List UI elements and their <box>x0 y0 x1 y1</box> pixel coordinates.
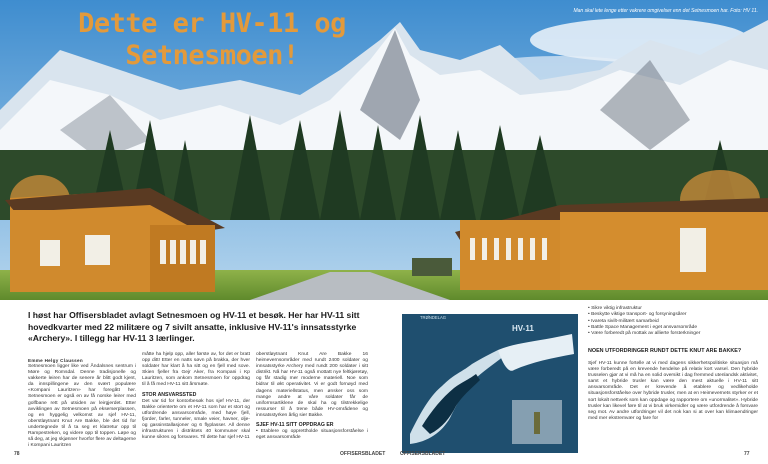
map-region-label: TRØNDELAG <box>420 315 447 320</box>
bullet-item: • Battle Space Management i eget ansvarsområde <box>588 324 698 330</box>
district-map <box>402 314 578 453</box>
lead-paragraph: I høst har Offisersbladet avlagt Setnesmoen og HV-11 et besøk. Her har HV-11 sitt hovedkvarter med 22 militære og 7 sivilt ansatte, inklusive HV-11's innsatsstyrke «Archery». I tillegg har HV-11 3 lærlinger. <box>28 310 360 343</box>
bullet-item: • Ivareta sivilt-militært samarbeid <box>588 318 659 324</box>
body-column-3 <box>256 352 368 444</box>
bullet-item: • Være forberedt på mottak av allierte forsterkninger <box>588 331 701 337</box>
body-column-1 <box>28 364 136 452</box>
bullet-item: • Beskytte viktige transport- og forsyningsårer <box>588 312 687 318</box>
section-heading: NOEN UTFORDRINGER RUNDT DETTE KNUT ARE BAKKE? <box>588 348 742 354</box>
map-title: HV-11 <box>512 324 534 333</box>
map-graphic <box>402 314 578 453</box>
article-title: Dette er HV-11 og Setnesmoen! <box>78 8 346 71</box>
bullet-item: • Sikre viktig infrastruktur <box>588 306 642 311</box>
body-text: Det var tid for kontorbesøk hos sjef HV-11, der Bakke orienterte om et HV-11 som har et stort og utfordrende ansvarsområde, med høye fjell, fjorder, farler, tunneler, smale veier, havner, olje- og gassinstallasjoner og 6 flyplasser. All denne infrastrukturen i distriktets 40 kommuner skal kunne sikres og forsvares. Til dette har sjef HV-11 <box>142 398 250 441</box>
magazine-name-right: OFFISERSBLADET <box>400 451 446 457</box>
mission-bullets <box>588 306 756 337</box>
magazine-name-left: OFFISERSBLADET <box>340 451 386 457</box>
body-text: • Etablere og opprettholde situasjonsforståelse i eget ansvarsområde <box>256 429 368 441</box>
body-text: måtte ha hjelp opp, aller første av, for det er bratt opp ditt! Etter en natts søvn på brakka, der hver soldater har klart å ha sitt og en fjell med sove. Skien fjeller fra Gejr Aker, fra Kompani i Kp Lauritzen, som ankom Setnesmoen for oppdrag til å få med HV-11 sitt årsmøte. <box>142 352 250 388</box>
body-text: Sjef HV-11 kunne fortelle at vi med dagens sikkerhetspolitiske situasjon må være forberedt på en krevende hendelse på relativ kort varsel. Den hybride trusselen gjør at vi må ha en solid oversikt i dag fremmed utenlandsk aktivitet, samt et hybride trusler kan være den mest aktuelle i HV-11 sitt ansvarsområde. Det er krevende å etablere og vedlikeholde situasjonsforståelse over hybride trusler, men at en Heimevernets styrker er et sort lokalt nettverk som kan oppdage og rapportere om «unormalitet». Hybride trusler kan likevel føre til at vi bruk virkemidler og være utfordrende å forsvare seg mot. Av andre utfordringer vil det nok kan si at over kan klimaendringer med mer ekstremvær og fare for <box>588 361 758 421</box>
body-text: Setnesmoen ligger like ved Åndalsnes sentrum i Møre og Romsdal. Denne tradisjonelle og vakkerte leiren har de senere år blitt godt kjent, da innspillingene av den svært populære «Kompani Lauritzen» har foregått her. Setnesmoen er også en av få norske leirer med golfbane rett på utsiden av leirgjerdet. Etter avviklingen av Setnesmoen på ekserserplassen, og en hyggelig velkomst av sjef HV-11, oberstløytnant Knut Are Bakke, ble det tid for undertegnede til å ta seg et klatretur opp til Rampestreken, og videre opp til toppen. Løpe og så deg, at jeg skjønner hvorfor flere av deltagerne i Kompani Lauritzen <box>28 364 136 449</box>
byline: Emme Helgy Claussen <box>28 358 83 363</box>
body-column-2 <box>142 352 250 444</box>
section-heading: SJEF HV-11 SITT OPPDRAG ER <box>256 422 334 429</box>
page-number-right: 77 <box>744 451 750 457</box>
page-number-left: 78 <box>14 451 20 457</box>
photo-caption: Man skal lete lenge etter vakrere omgivelser enn det Setnesmoen har. Foto: HV 11. <box>573 8 758 14</box>
body-text: oberstløytnant Knut Are Bakke 16 heimevernsområder med rundt 2400 soldater og innsatsstyrke Archery med rundt 200 soldater i sitt distrikt. Nå har HV-11 også mottatt nye feltkjøretøy, og får stadig mer moderne materiell. Noe som bidrar til økt operativitet. Vi er godt fornøyd med dagens materiellstatus, men ønsker oss som mange andre at våre soldater får de uniformsartiklene de skal ha og tilstrekkelige ressurser til å trene både HV-områdene og innsatsstyrken årlig sier Bakke. <box>256 352 368 418</box>
section-heading: STOR ANSVARSSTED <box>142 391 197 398</box>
